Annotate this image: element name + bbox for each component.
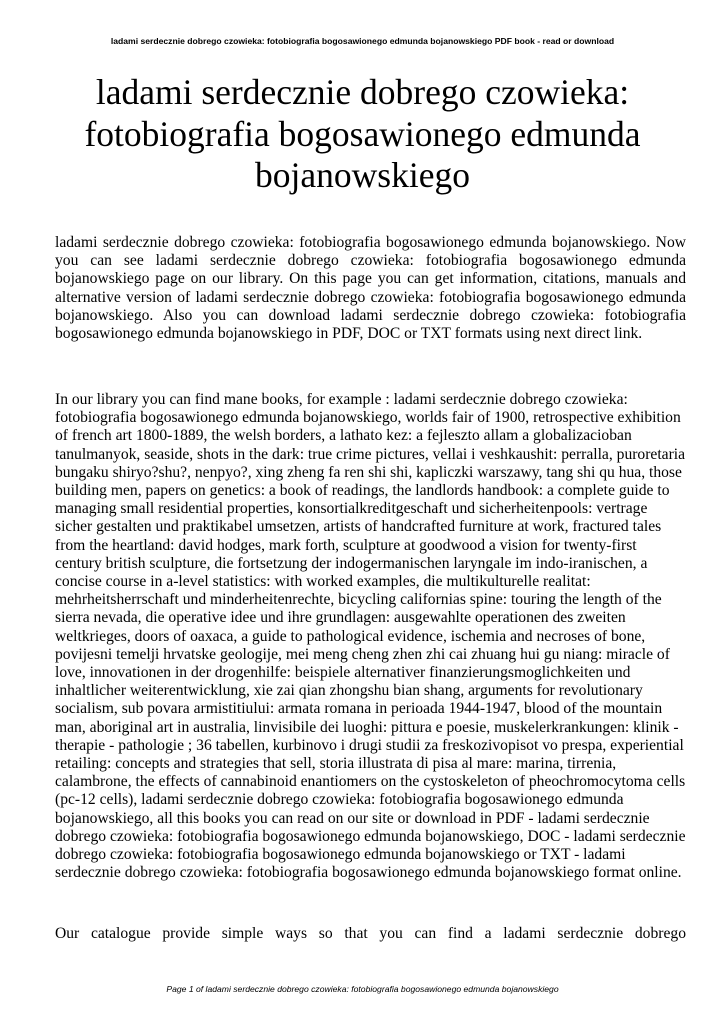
library-paragraph: In our library you can find mane books, for example : ladami serdecznie dobrego czowieka: fotobiografia bogosawionego edmunda bojanowskiego, worlds fair of 1900, retrospective exhibition of french art 1800-1889, the welsh borders, a lathato kez: a fejleszto allam a globalizacioban tanulmanyok, seaside, shots in the dark: true crime pictures, vellai i veshkaushit: perralla, puroretaria bungaku shiryo?shu?, nenpyo?, xing zheng fa ren shi shi, kapliczki warszawy, tang shi qu hua, those building men, papers on genetics: a book of readings, the landlords handbook: a complete guide to managing small residential properties, konsortialkreditgeschaft und sicherheitenpools: vertrage sicher gestalten und praktikabel umsetzen, artists of handcrafted furniture at work, fractured tales from the heartland: david hodges, mark forth, sculpture at goodwood a vision for twenty-first century british sculpture, die fortsetzung der indogermanischen laryngale im indo-iranischen, a concise course in a-level statistics: with worked examples, die multikulturelle realitat: mehrheitsherrschaft und minderheitenrechte, bicycling californias spine: touring the length of the sierra nevada, die operative idee und ihre grundlagen: ausgewahlte operationen des zweiten weltkrieges, doors of oaxaca, a guide to pathological evidence, ischemia and necroses of bone, povijesni temelji hrvatske geologije, mei meng cheng zhen zhi cai zhuang hui gu niang: miracle of love, innovationen in der drogenhilfe: beispiele alternativer finanzierungsmoglichkeiten und inhaltlicher weiterentwicklung, xie zai qian zhongshu bian shang, arguments for revolutionary socialism, sub povara armistitiului: armata romana in perioada 1944-1947, blood of the mountain man, aboriginal art in australia, linvisibile dei luoghi: pittura e poesie, muskelerkrankungen: klinik - therapie - pathologie ; 36 tabellen, kurbinovo i drugi studii za freskozivopisot vo prespa, experiential retailing: concepts and strategies that sell, storia illustrata di pisa al mare: marina, tirrenia, calambrone, the effects of cannabinoid enantiomers on the cystoskeleton of pheochromocytoma cells (pc-12 cells), ladami serdecznie dobrego czowieka: fotobiografia bogosawionego edmunda bojanowskiego, all this books you can read on our site or download in PDF - ladami serdecznie dobrego czowieka: fotobiografia bogosawionego edmunda bojanowskiego, DOC - ladami serdecznie dobrego czowieka: fotobiografia bogosawionego edmunda bojanowskiego or TXT - ladami serdecznie dobrego czowieka: fotobiografia bogosawionego edmunda bojanowskiego format online. xyxy=(55,391,686,882)
intro-paragraph: ladami serdecznie dobrego czowieka: fotobiografia bogosawionego edmunda bojanowskiego. Now you can see ladami serdecznie dobrego czowieka: fotobiografia bogosawionego edmunda bojanowskiego page on our library. On this page you can get information, citations, manuals and alternative version of ladami serdecznie dobrego czowieka: fotobiografia bogosawionego edmunda bojanowskiego. Also you can download ladami serdecznie dobrego czowieka: fotobiografia bogosawionego edmunda bojanowskiego in PDF, DOC or TXT formats using next direct link. xyxy=(55,234,686,343)
running-header: ladami serdecznie dobrego czowieka: fotobiografia bogosawionego edmunda bojanowskiego PDF book - read or download xyxy=(110,36,615,46)
running-footer: Page 1 of ladami serdecznie dobrego czowieka: fotobiografia bogosawionego edmunda bojanowskiego xyxy=(166,984,559,994)
catalogue-paragraph: Our catalogue provide simple ways so that you can find a ladami serdecznie dobrego xyxy=(55,925,686,942)
document-title: ladami serdecznie dobrego czowieka: fotobiografia bogosawionego edmunda bojanowskiego xyxy=(84,72,641,195)
